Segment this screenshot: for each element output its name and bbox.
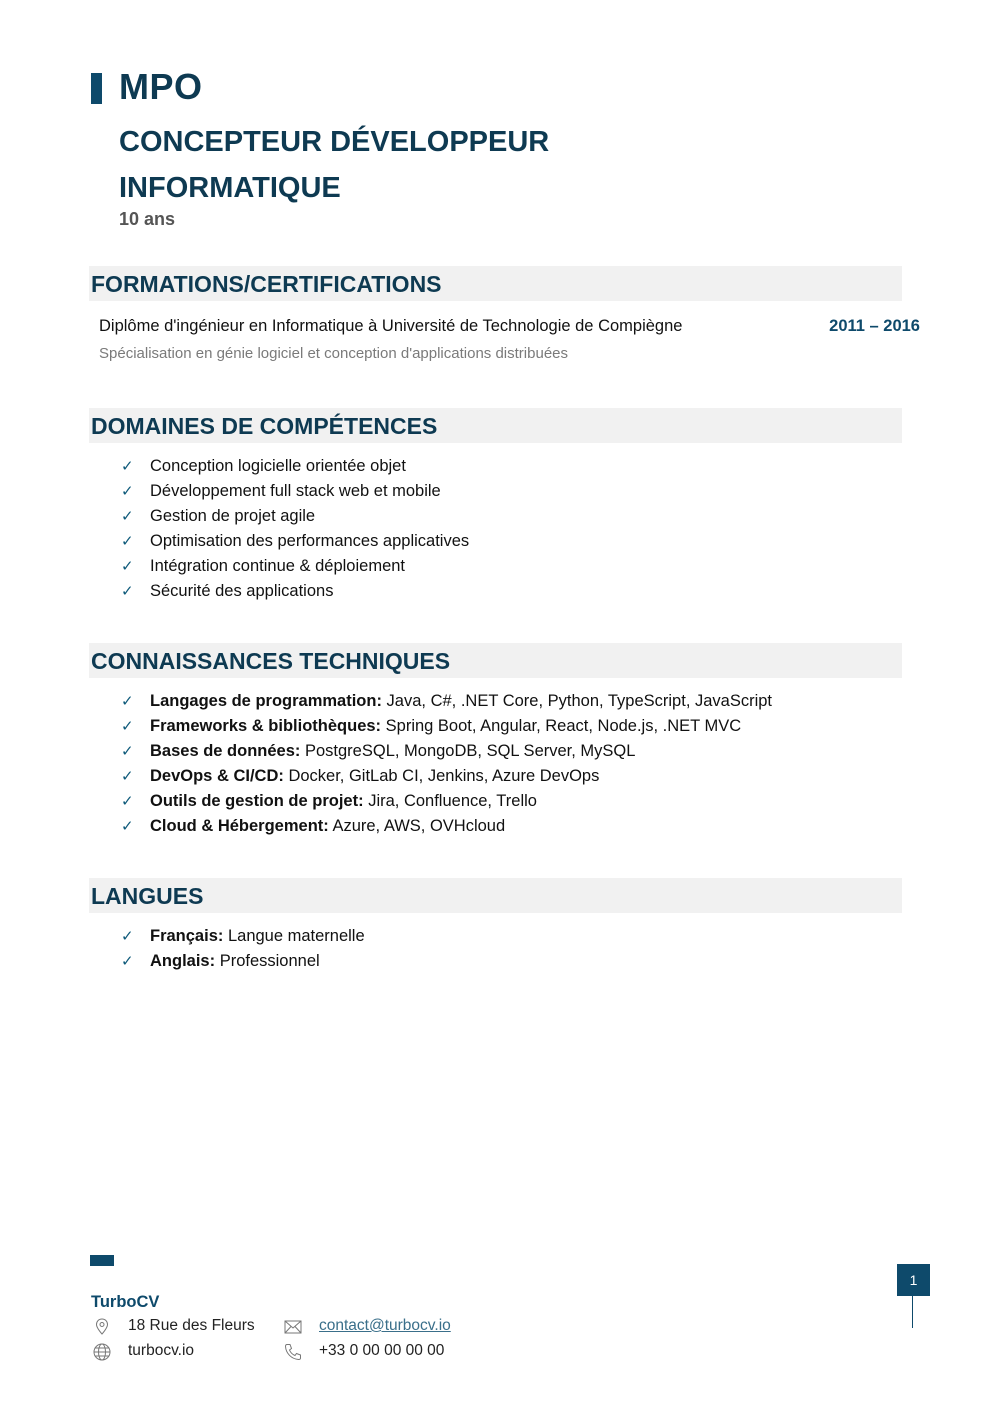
list-item bbox=[121, 529, 469, 554]
tech-label: Bases de données: bbox=[150, 742, 301, 760]
footer-brand: TurboCV bbox=[91, 1293, 160, 1311]
skills-list bbox=[121, 454, 469, 604]
name-accent-bar bbox=[91, 73, 102, 104]
list-item bbox=[121, 689, 772, 714]
section-header-technical bbox=[89, 643, 902, 678]
checkmark-icon: ✓ bbox=[121, 558, 134, 575]
degree-title: Diplôme d'ingénieur en Informatique à Université de Technologie de Compiègne bbox=[99, 317, 683, 335]
location-pin-icon bbox=[92, 1317, 112, 1337]
tech-label: DevOps & CI/CD: bbox=[150, 767, 284, 785]
tech-label: Outils de gestion de projet: bbox=[150, 792, 364, 810]
degree-description: Spécialisation en génie logiciel et conception d'applications distribuées bbox=[99, 345, 568, 362]
section-header-languages bbox=[89, 878, 902, 913]
language-label: Anglais: bbox=[150, 952, 216, 970]
globe-icon bbox=[92, 1342, 112, 1362]
languages-list bbox=[121, 924, 365, 974]
section-title-technical: CONNAISSANCES TECHNIQUES bbox=[91, 648, 451, 674]
checkmark-icon: ✓ bbox=[121, 768, 134, 785]
tech-value: Java, C#, .NET Core, Python, TypeScript, JavaScript bbox=[386, 692, 773, 710]
footer-address: 18 Rue des Fleurs bbox=[128, 1317, 255, 1334]
list-item bbox=[121, 924, 365, 949]
skill-text: Gestion de projet agile bbox=[150, 507, 316, 525]
language-level: Professionnel bbox=[219, 952, 320, 970]
envelope-icon bbox=[283, 1317, 303, 1337]
skill-text: Conception logicielle orientée objet bbox=[150, 457, 406, 475]
list-item bbox=[121, 714, 772, 739]
checkmark-icon: ✓ bbox=[121, 693, 134, 710]
checkmark-icon: ✓ bbox=[121, 458, 134, 475]
tech-value: Jira, Confluence, Trello bbox=[368, 792, 537, 810]
section-header-education bbox=[89, 266, 902, 301]
list-item bbox=[121, 479, 469, 504]
footer-phone: +33 0 00 00 00 00 bbox=[319, 1342, 445, 1359]
checkmark-icon: ✓ bbox=[121, 953, 134, 970]
tech-label: Frameworks & bibliothèques: bbox=[150, 717, 382, 735]
checkmark-icon: ✓ bbox=[121, 483, 134, 500]
list-item bbox=[121, 949, 365, 974]
tech-value: Docker, GitLab CI, Jenkins, Azure DevOps bbox=[288, 767, 600, 785]
skill-text: Développement full stack web et mobile bbox=[150, 482, 441, 500]
checkmark-icon: ✓ bbox=[121, 533, 134, 550]
list-item bbox=[121, 739, 772, 764]
language-label: Français: bbox=[150, 927, 224, 945]
checkmark-icon: ✓ bbox=[121, 818, 134, 835]
section-header-skills bbox=[89, 408, 902, 443]
tech-label: Cloud & Hébergement: bbox=[150, 817, 329, 835]
list-item bbox=[121, 789, 772, 814]
checkmark-icon: ✓ bbox=[121, 928, 134, 945]
phone-icon bbox=[283, 1342, 303, 1362]
list-item bbox=[121, 554, 469, 579]
tech-value: PostgreSQL, MongoDB, SQL Server, MySQL bbox=[304, 742, 636, 760]
tech-label: Langages de programmation: bbox=[150, 692, 382, 710]
list-item bbox=[121, 504, 469, 529]
years-of-experience: 10 ans bbox=[119, 209, 176, 229]
list-item bbox=[121, 579, 469, 604]
footer-website[interactable]: turbocv.io bbox=[128, 1342, 195, 1359]
tech-value: Azure, AWS, OVHcloud bbox=[332, 817, 506, 835]
section-title-skills: DOMAINES DE COMPÉTENCES bbox=[91, 413, 438, 439]
checkmark-icon: ✓ bbox=[121, 508, 134, 525]
checkmark-icon: ✓ bbox=[121, 583, 134, 600]
footer-email-link[interactable]: contact@turbocv.io bbox=[319, 1317, 451, 1334]
technical-list bbox=[121, 689, 772, 839]
language-level: Langue maternelle bbox=[227, 927, 365, 945]
degree-dates: 2011 – 2016 bbox=[829, 317, 920, 335]
section-title-languages: LANGUES bbox=[91, 883, 204, 909]
page-number-badge: 1 bbox=[897, 1264, 930, 1296]
checkmark-icon: ✓ bbox=[121, 793, 134, 810]
job-title: CONCEPTEUR DÉVELOPPEUR INFORMATIQUE bbox=[119, 126, 550, 204]
candidate-name: MPO bbox=[119, 66, 203, 107]
list-item bbox=[121, 764, 772, 789]
footer-accent-bar bbox=[90, 1255, 114, 1266]
skill-text: Sécurité des applications bbox=[150, 582, 334, 600]
list-item bbox=[121, 814, 772, 839]
skill-text: Optimisation des performances applicatives bbox=[150, 532, 470, 550]
tech-value: Spring Boot, Angular, React, Node.js, .NET MVC bbox=[385, 717, 742, 735]
section-title-education: FORMATIONS/CERTIFICATIONS bbox=[91, 271, 442, 297]
list-item bbox=[121, 454, 469, 479]
page-number-line bbox=[912, 1296, 913, 1328]
checkmark-icon: ✓ bbox=[121, 743, 134, 760]
skill-text: Intégration continue & déploiement bbox=[150, 557, 406, 575]
checkmark-icon: ✓ bbox=[121, 718, 134, 735]
